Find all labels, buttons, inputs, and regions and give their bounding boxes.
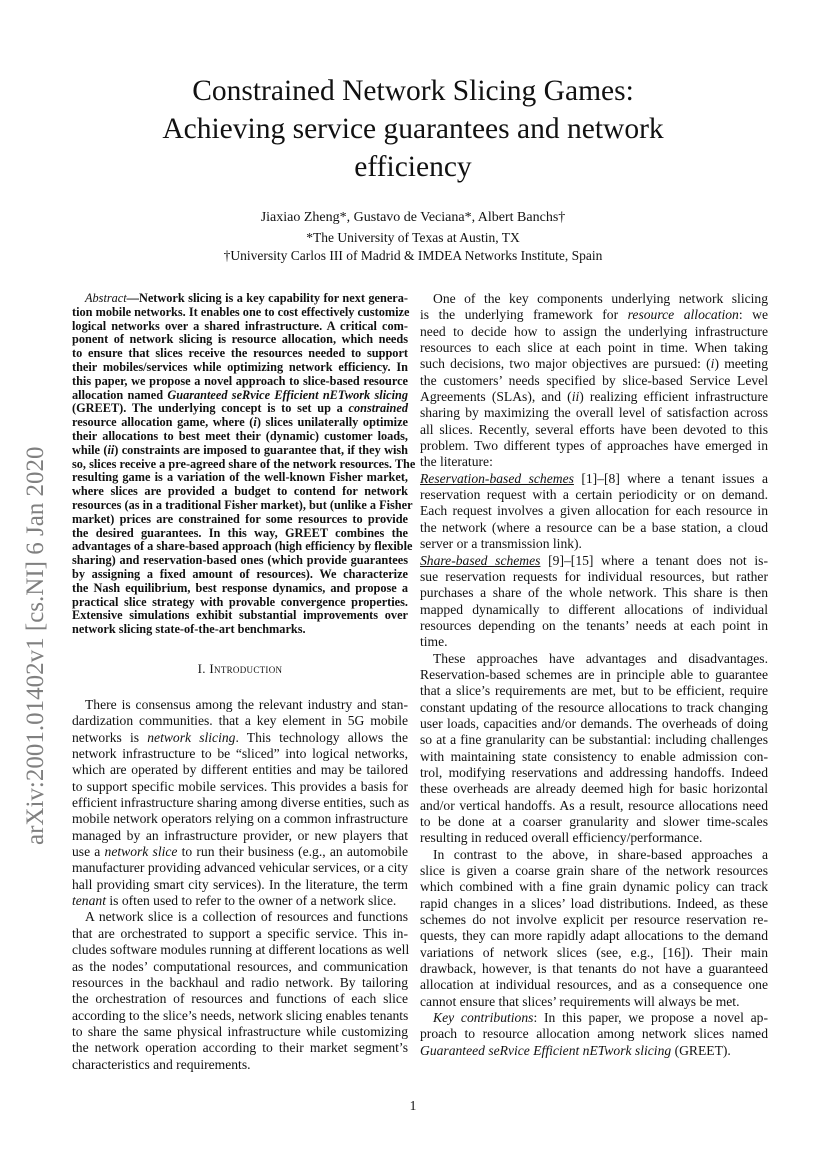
text-line: and/or vertical handoffs. As a result, resource allocations need [420,797,768,813]
introduction-body [72,697,408,1073]
text-line: the orchestration of resources and functions of each slice [72,991,408,1007]
text-line: these overheads are already deemed high for basic horizontal [420,781,768,797]
text-line: mobile network operators relying on a common infrastructure [72,811,408,827]
text-line: proach to resource allocation among network slices named [420,1026,768,1042]
text-line: tenant is often used to refer to the owner of a network slice. [72,893,397,909]
paragraph [72,697,408,909]
text-line: managed by an infrastructure provider, or new players that [72,827,408,843]
text-line: the customers’ needs specified by slice-based Service Level [420,372,768,388]
text-line: practical slice strategy with provable convergence properties. [72,594,408,609]
text-line: time. [420,634,448,650]
text-line: sharing) and reservation-based ones (which provide guarantees [72,553,408,568]
text-line: Reservation-based schemes are in principle able to guarantee [420,666,768,682]
text-line: market) prices are constrained for some resources to provide [72,511,408,526]
paragraph [420,553,768,651]
text-line: resource allocation game, where (i) slices unilaterally optimize [72,415,408,430]
title-line: Achieving service guarantees and network [162,113,664,145]
paragraph [420,847,768,1010]
text-line: server or a transmission link). [420,536,582,552]
text-line: this paper, we propose a novel approach to slice-based resource [72,373,408,388]
text-line: as the nodes’ computational resources, and communication [72,958,408,974]
text-line: logical networks over a shared infrastructure. A critical com- [72,318,408,333]
text-line: where slices are provided a budget to contend for network [72,484,408,499]
text-line: their mobiles/services while optimizing network efficiency. In [72,359,408,374]
text-line: trol, modifying reservations and addressing handoffs. Indeed [420,764,768,780]
text-line: hall providing smart city services). In the literature, the term [72,876,408,892]
text-line: cludes software modules running at different locations as well [72,942,410,958]
text-line: according to the slice’s needs, network slicing enables tenants [72,1007,409,1023]
paragraph [72,909,408,1072]
text-line: Extensive simulations exhibit substantial improvements over [72,608,408,623]
text-line: network infrastructure to be “sliced” into logical networks, [72,746,408,762]
text-line: (GREET). The underlying concept is to set up a constrained [72,401,408,416]
text-line: manufacturer providing advanced vehicular services, or a city [72,860,408,876]
text-line: to ensure that slices receive the resources needed to support [72,346,408,361]
text-line: resulting in reduced overall efficiency/performance. [420,830,703,846]
paragraph [420,291,768,471]
text-line: Guaranteed seRvice Efficient nETwork slicing (GREET). [420,1042,731,1058]
text-line: while (ii) constraints are imposed to guarantee that, if they wish [72,442,408,457]
text-line: slice is given a coarse grain share of the network resources [420,863,768,879]
right-column-body [420,291,768,1059]
text-line: reservation request with a certain periodicity or on demand. [420,487,768,503]
paragraph [420,1010,768,1059]
text-line: networks is network slicing. This technology allows the [72,729,408,745]
text-line: One of the key components underlying network slicing [433,291,768,306]
text-line: tion mobile networks. It enables one to cost effectively customize [72,304,410,319]
text-line: mapped dynamically to different allocations of individual [420,601,768,617]
text-line: which are operated by different entities and may be tailored [72,762,408,778]
text-line: which combined with a fine grain dynamic policy can track [420,879,768,895]
text-line: use a network slice to run their business (e.g., an automobile [72,844,409,860]
text-line: is the underlying framework for resource allocation: we [420,307,768,323]
text-line: dardization communities. that a key element in 5G mobile [72,713,408,729]
text-line: sharing by maximizing the overall level of satisfaction across [420,405,768,421]
text-line: characteristics and requirements. [72,1056,251,1072]
text-line: resources depending on the tenants’ needs at each point in [420,617,768,633]
text-line: their allocations to best meet their (dynamic) customer loads, [72,428,408,443]
text-line: by assigning a fixed amount of resources). We characterize [72,566,408,581]
text-line: with maintaining state consistency to enable admission con- [420,748,768,764]
text-line: the Nash equilibrium, best response dynamics, and propose a [72,580,408,595]
text-line: that a slice’s requirements are met, but to be efficient, require [420,683,768,699]
paragraph [420,471,768,553]
section-heading [72,661,408,677]
text-line: Abstract—Network slicing is a key capability for next genera- [85,291,408,305]
text-line: purchases a share of the whole network. This share is then [420,585,768,601]
text-line: allocation named Guaranteed seRvice Efficient nETwork slicing [72,387,408,402]
paragraph [420,651,768,847]
paragraph [72,291,416,637]
arxiv-identifier: arXiv:2001.01402v1 [cs.NI] 6 Jan 2020 [22,446,49,845]
text-line: to be done at a coarser granularity and slower time-scales [420,814,768,829]
text-line: so, slices receive a pre-agreed share of the network resources. The [72,456,416,471]
text-line: such decisions, two major objectives are pursued: (i) meeting [420,356,768,372]
text-line: variations of network slices (see, e.g., [16]). Their main [420,944,768,960]
text-line: user loads, capacities and/or demands. The overheads of doing [420,715,768,731]
text-line: schemes do not involve explicit per resource reservation re- [420,912,768,928]
title-line: efficiency [354,151,472,183]
text-line: constant updating of the resource allocations to track changing [420,699,768,715]
text-line: so at a fine granularity can be substantial: including challenges [420,732,768,748]
text-line: quests, they can more rapidly adapt allocations to the demand [420,928,768,944]
text-line: cannot ensure that slices’ requirements will always be met. [420,993,740,1009]
text-line: all slices. Recently, several efforts have been devoted to this [420,421,768,437]
text-line: sue reservation requests for individual resources, but rather [420,568,768,584]
text-line: the desired guarantees. In this way, GREET combines the [72,525,408,540]
authors: Jiaxiao Zheng*, Gustavo de Veciana*, Albert Banchs† [260,210,566,225]
paper-title [0,72,826,186]
text-line: network slicing state-of-the-art benchmarks. [72,622,306,637]
text-line: the network operation according to their market segment’s [72,1040,408,1056]
text-line: the network (where a resource can be a base station, a cloud [420,519,768,535]
text-line: allocation at individual resources, and as a consequence one [420,977,768,993]
text-line: Share-based schemes [9]–[15] where a tenant does not is- [420,552,768,568]
title-line: Constrained Network Slicing Games: [192,75,634,107]
text-line: resources (as in a traditional Fisher market), but (unlike a Fisher [72,497,413,512]
text-line: efficient infrastructure sharing among diverse entities, such as [72,795,410,811]
abstract [72,291,416,637]
text-line: Key contributions: In this paper, we propose a novel ap- [433,1010,768,1026]
text-line: to share the same physical infrastructure while customizing [72,1023,408,1039]
text-line: advantages of a share-based approach (high efficiency by flexible [72,539,413,554]
section-heading-text: I. Introduction [197,661,283,676]
text-line: Reservation-based schemes [1]–[8] where a tenant issues a [420,470,768,486]
page-number: 1 [409,1098,417,1113]
text-line: the literature: [420,454,493,470]
affiliation: †University Carlos III of Madrid & IMDEA Networks Institute, Spain [223,248,603,263]
text-line: There is consensus among the relevant industry and stan- [85,697,408,712]
text-line: A network slice is a collection of resources and functions [85,909,408,925]
affiliation: *The University of Texas at Austin, TX [306,230,520,245]
text-line: Each request involves a given allocation for each resource in [420,503,768,519]
text-line: need to decide how to assign the underlying infrastructure [420,323,768,339]
text-line: These approaches have advantages and disadvantages. [433,650,768,666]
text-line: In contrast to the above, in share-based approaches a [433,846,768,862]
text-line: resulting game is a variation of the well-known Fisher market, [72,470,408,485]
text-line: resources in the backhaul and radio network. By tailoring [72,974,408,990]
text-line: that are orchestrated to support a specific service. This in- [72,925,408,941]
text-line: Agreements (SLAs), and (ii) realizing efficient infrastructure [420,389,769,405]
text-line: ponent of network slicing is resource allocation, which needs [72,332,408,347]
text-line: to support specific mobile services. This provides a basis for [72,778,408,794]
text-line: rapid changes in a slices’ load distributions. Indeed, as these [420,895,768,911]
text-line: resources to each slice at each point in time. When taking [420,340,768,356]
text-line: problem. Two different types of approaches have emerged in [420,438,768,454]
text-line: drawback, however, is that tenants do not have a guaranteed [420,961,768,977]
